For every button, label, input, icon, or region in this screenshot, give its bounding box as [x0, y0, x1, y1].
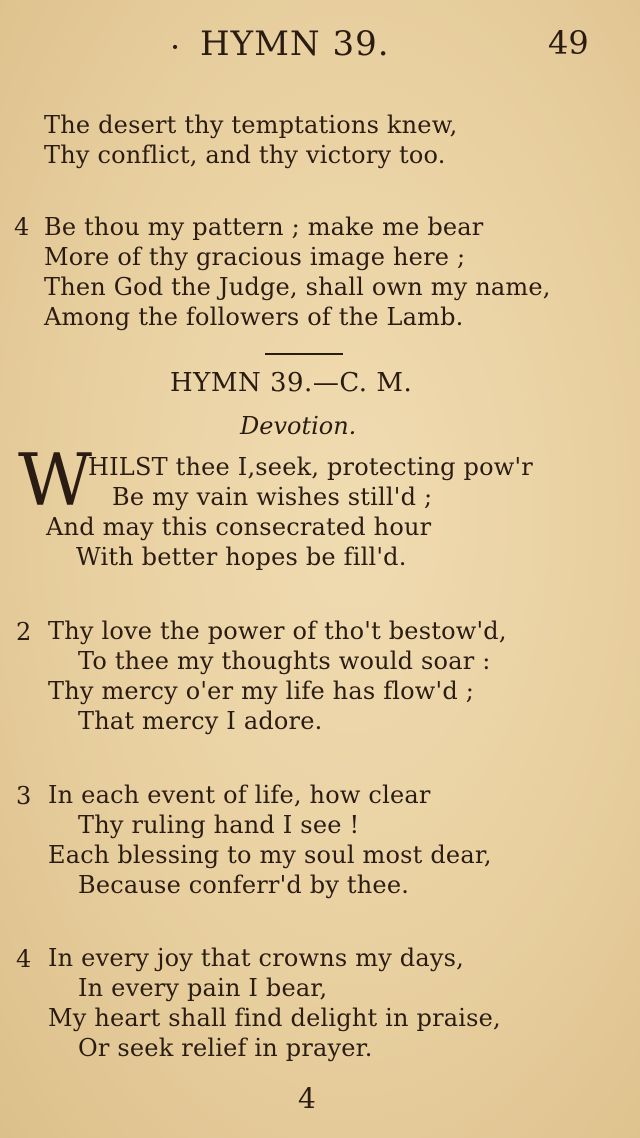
- continuation-lines: [44, 110, 457, 170]
- verse-line: To thee my thoughts would soar :: [78, 647, 491, 675]
- verse-line: Thy ruling hand I see !: [78, 811, 360, 839]
- hymn-title: HYMN 39.—C. M.: [170, 368, 413, 398]
- verse-line: My heart shall find delight in praise,: [48, 1004, 501, 1032]
- verse-line: Among the followers of the Lamb.: [44, 303, 464, 331]
- verse-line: Be thou my pattern ; make me bear: [44, 213, 484, 241]
- verse-line: Thy love the power of tho't bestow'd,: [48, 617, 507, 645]
- hymn-subtitle: Devotion.: [240, 412, 357, 440]
- verse-line: Be my vain wishes still'd ;: [112, 483, 433, 511]
- verse-line: That mercy I adore.: [78, 707, 323, 735]
- verse-line: In every joy that crowns my days,: [48, 944, 464, 972]
- verse-line: And may this consecrated hour: [46, 513, 432, 541]
- verse-line: In each event of life, how clear: [48, 781, 431, 809]
- header-dot: ·: [170, 28, 181, 66]
- stanza-number: 3: [16, 782, 32, 810]
- verse-line: HILST thee I,seek, protecting pow'r: [88, 453, 533, 481]
- section-divider: [265, 353, 343, 355]
- verse-line: Each blessing to my soul most dear,: [48, 841, 492, 869]
- running-header-title: HYMN 39.: [200, 24, 390, 64]
- stanza-number: 4: [14, 213, 30, 241]
- verse-line: More of thy gracious image here ;: [44, 243, 466, 271]
- verse-line: Thy conflict, and thy victory too.: [44, 141, 446, 169]
- verse-line: Or seek relief in prayer.: [78, 1034, 373, 1062]
- verse-line: With better hopes be fill'd.: [76, 543, 407, 571]
- verse-line: Then God the Judge, shall own my name,: [44, 273, 551, 301]
- drop-cap: W: [18, 438, 93, 522]
- stanza-prev-4: [44, 212, 551, 332]
- stanza-number: 2: [16, 618, 32, 646]
- stanza-number: 4: [16, 945, 32, 973]
- verse-line: Because conferr'd by thee.: [78, 871, 410, 899]
- verse-line: Thy mercy o'er my life has flow'd ;: [48, 677, 475, 705]
- verse-line: The desert thy temptations knew,: [44, 111, 458, 139]
- signature-mark: 4: [298, 1082, 316, 1115]
- verse-line: In every pain I bear,: [78, 974, 328, 1002]
- page-number: 49: [548, 24, 589, 62]
